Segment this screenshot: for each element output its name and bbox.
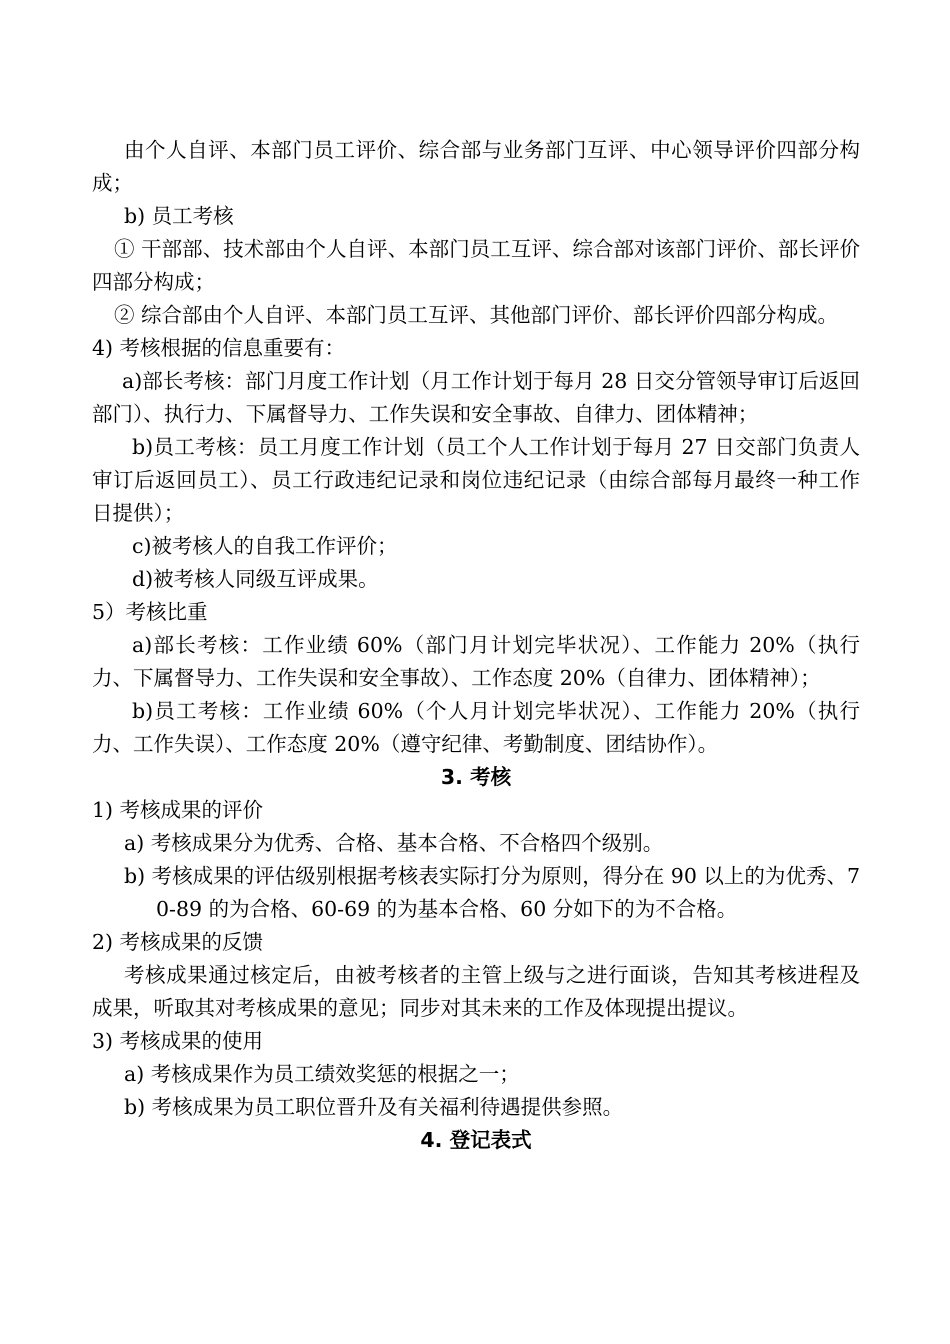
paragraph-minister-weighting: a)部长考核：工作业绩 60%（部门月计划完毕状况）、工作能力 20%（执行力、下属督导力、工作失误和安全事故）、工作态度 20%（自律力、团体精神）；	[92, 633, 860, 690]
paragraph-self-evaluation: c)被考核人的自我工作评价；	[132, 534, 398, 558]
paragraph-staff-assessment-label: b) 员工考核	[124, 204, 234, 228]
paragraph-staff-assessment-basis: b)员工考核：员工月度工作计划（员工个人工作计划于每月 27 日交部门负责人审订后返回员工）、员工行政违纪记录和岗位违纪记录（由综合部每月最终一种工作日提供）；	[92, 435, 860, 525]
paragraph-cadre-tech-departments: ① 干部部、技术部由个人自评、本部门员工互评、综合部对该部门评价、部长评价四部分构成；	[92, 237, 860, 294]
paragraph-result-usage-rewards: a) 考核成果作为员工绩效奖惩的根据之一；	[124, 1062, 520, 1086]
paragraph-staff-weighting: b)员工考核：工作业绩 60%（个人月计划完毕状况）、工作能力 20%（执行力、工作失误）、工作态度 20%（遵守纪律、考勤制度、团结协作）。	[92, 699, 860, 756]
paragraph-result-grading: b) 考核成果的评估级别根据考核表实际打分为原则，得分在 90 以上的为优秀、70-89 的为合格、60-69 的为基本合格、60 分如下的为不合格。	[124, 864, 860, 921]
paragraph-peer-evaluation: d)被考核人同级互评成果。	[132, 567, 379, 591]
paragraph-result-usage-promotion: b) 考核成果为员工职位晋升及有关福利待遇提供参照。	[124, 1095, 624, 1119]
paragraph-assessment-basis-heading: 4) 考核根据的信息重要有：	[92, 336, 346, 360]
paragraph-result-feedback-heading: 2) 考核成果的反馈	[92, 930, 264, 954]
section-heading-assessment: 3. 考核	[440, 765, 512, 789]
paragraph-evaluation-composition: 由个人自评、本部门员工评价、综合部与业务部门互评、中心领导评价四部分构成；	[92, 138, 860, 195]
document-body	[92, 134, 860, 1157]
paragraph-result-feedback: 考核成果通过核定后，由被考核者的主管上级与之进行面谈，告知其考核进程及成果，听取其对考核成果的意见；同步对其未来的工作及体现提出提议。	[92, 963, 860, 1020]
section-heading-registration-form: 4. 登记表式	[420, 1128, 532, 1152]
paragraph-result-usage-heading: 3) 考核成果的使用	[92, 1029, 264, 1053]
paragraph-result-levels: a) 考核成果分为优秀、合格、基本合格、不合格四个级别。	[124, 831, 664, 855]
paragraph-result-evaluation-heading: 1) 考核成果的评价	[92, 798, 264, 822]
paragraph-general-department: ② 综合部由个人自评、本部门员工互评、其他部门评价、部长评价四部分构成。	[114, 303, 839, 327]
paragraph-minister-assessment-basis: a)部长考核：部门月度工作计划（月工作计划于每月 28 日交分管领导审订后返回部门）、执行力、下属督导力、工作失误和安全事故、自律力、团体精神；	[92, 369, 860, 426]
paragraph-weighting-heading: 5）考核比重	[92, 600, 208, 624]
